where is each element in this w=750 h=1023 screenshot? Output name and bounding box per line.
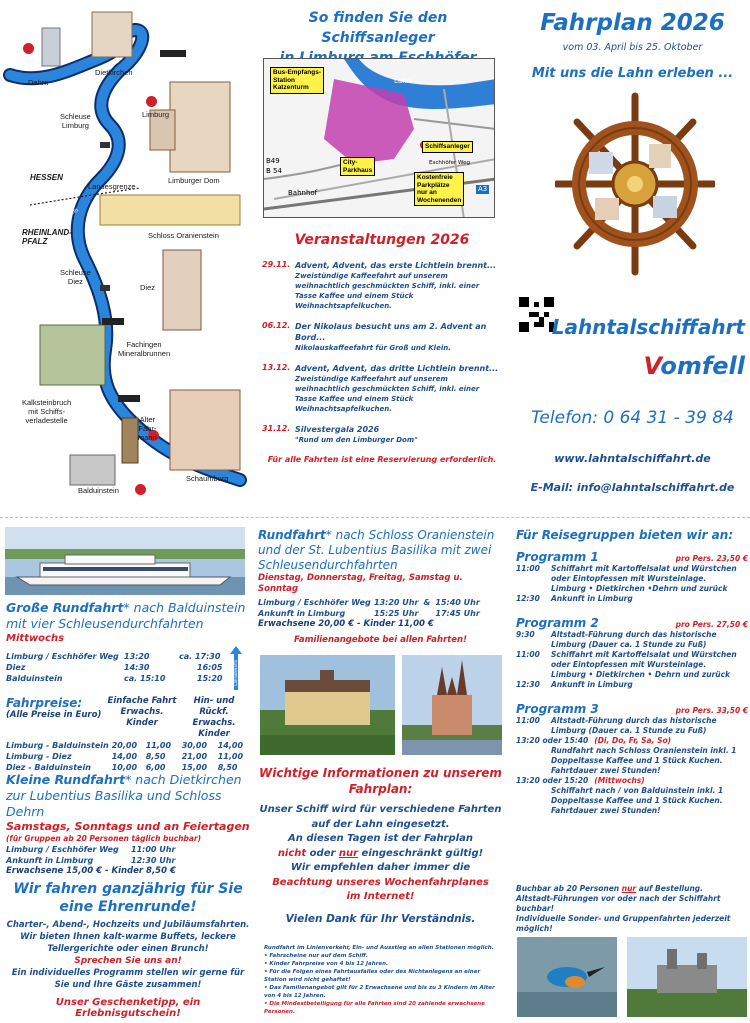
event-description: Zweistündige Kaffeefahrt auf unserem weihnachtlich geschmückten Schiff, inkl. einer Tasse Kaffee und einem Stück Weihnachtsapfelkuchen. <box>295 375 480 413</box>
oranienstein-tour-section <box>258 528 503 630</box>
place-dehrn: Dehrn <box>28 78 49 87</box>
program-text: Limburg • Dietkirchen • Dehrn und zurück <box>551 670 731 679</box>
program-item <box>516 702 748 816</box>
program-name: Programm 2 <box>516 616 599 630</box>
event-title: Advent, Advent, das erste Lichtlein brennt... <box>295 261 497 270</box>
table-row <box>6 662 225 673</box>
program-text: Limburg • Dietkirchen •Dehrn und zurück <box>551 584 728 593</box>
place-schleuse-diez: Schleuse Diez <box>60 268 91 286</box>
place-limburg: Limburg <box>142 110 170 119</box>
small-tour-title-rest: * nach Dietkirchen zur Lubentius Basilika und Schloss Dehrn <box>6 772 242 819</box>
schedule-return: 15:20 <box>197 674 223 683</box>
program-text: Altstadt-Führung durch das historische Limburg (Dauer ca. 1 Stunde zu Fuß) <box>551 716 717 735</box>
oranienstein-title-rest: * nach Schloss Oranienstein und der St. Lubentius Basilika mit zwei Schleusendurchfahrten <box>258 528 495 572</box>
program-time: 11:00 <box>516 564 540 573</box>
program-line <box>516 650 748 670</box>
event-item <box>262 424 502 445</box>
info-fragment: oder <box>306 847 339 859</box>
direction-arrow <box>230 646 242 690</box>
thanks-note: Vielen Dank für Ihr Verständnis. <box>285 912 476 925</box>
schedule-time: 11:00 Uhr <box>131 845 176 854</box>
river-label: Die Lahn <box>55 207 80 225</box>
schedule-place: Diez <box>6 663 26 672</box>
program-time: 13:20 oder 15:20 <box>516 776 589 785</box>
price-cell: 8,50 <box>217 763 238 772</box>
place-balduinstein: Balduinstein <box>78 486 119 495</box>
program-text: Rundfahrt nach Schloss Oranienstein inkl. 1 Doppeltasse Kaffee und 1 Stück Kuchen. Fahrtdauer zwei Stunden! <box>551 746 737 775</box>
brand-initial: V <box>643 352 661 380</box>
col-oneway: Einfache Fahrt <box>107 696 177 706</box>
program-price: pro Pers. 23,50 € <box>675 554 748 563</box>
kingfisher-image <box>517 937 617 1017</box>
oranienstein-schedule <box>258 597 483 619</box>
col-adult: Erwachs. <box>192 718 236 728</box>
small-tour-title-bold: Kleine Rundfahrt <box>6 772 126 787</box>
info-line: An diesen Tagen ist der Fahrplan <box>288 833 473 844</box>
event-date: 31.12. <box>262 424 291 433</box>
big-tour-title-bold: Große Rundfahrt <box>6 600 124 615</box>
price-cell: 15,00 <box>181 763 208 772</box>
schedule-separator: & <box>423 598 431 607</box>
col-adult: Erwachs. <box>120 707 164 717</box>
schedule-place: Balduinstein <box>6 674 63 683</box>
event-date: 29.11. <box>262 260 291 269</box>
price-cell: 30,00 <box>181 741 208 750</box>
info-emphasis: nur <box>338 847 359 859</box>
brand-name: Lahntalschiffahrt <box>551 315 745 339</box>
table-row <box>6 844 178 855</box>
program-item <box>516 550 748 604</box>
event-item <box>262 260 502 311</box>
events-title: Veranstaltungen 2026 <box>294 232 470 248</box>
region-rheinland-pfalz: RHEINLAND- PFALZ <box>22 228 72 246</box>
info-emphasis: nicht <box>277 847 307 859</box>
place-schleuse-limburg: Schleuse Limburg <box>60 112 91 130</box>
schedule-departure: 13:20 <box>124 652 150 661</box>
program-time: 13:20 oder 15:40 <box>516 736 589 745</box>
info-line: im Internet! <box>346 891 415 902</box>
place-diez: Diez <box>140 283 156 292</box>
program-line <box>516 584 748 594</box>
place-dietkirchen: Dietkirchen <box>95 68 133 77</box>
table-row <box>6 855 178 866</box>
dock-label: Schiffsanleger <box>422 141 473 153</box>
col-child: Kinder <box>198 729 230 739</box>
kingfisher-photo <box>517 937 617 1017</box>
table-row <box>6 651 225 662</box>
event-title: Silvestergala 2026 <box>295 425 380 434</box>
program-days: (Mittwochs) <box>594 776 645 785</box>
price-cell: 14,00 <box>111 752 138 761</box>
schedule-return: 16:05 <box>197 663 223 672</box>
place-schloss-oranienstein: Schloss Oranienstein <box>148 231 219 240</box>
big-tour-title <box>6 600 250 632</box>
program-line <box>516 786 748 816</box>
table-row <box>258 597 483 608</box>
program-text: Schiffahrt mit Kartoffelsalat und Würstchen oder Eintopfessen mit Wursteinlage. <box>551 650 737 669</box>
program-name: Programm 3 <box>516 702 599 716</box>
small-tour-title <box>6 772 250 820</box>
schaumburg-image <box>627 937 747 1017</box>
place-landesgrenze: Landesgrenze <box>88 182 136 191</box>
program-name: Programm 1 <box>516 550 599 564</box>
city-parking-label: City- Parkhaus <box>340 157 375 176</box>
oranienstein-title-bold: Rundfahrt <box>258 528 326 542</box>
program-time: 9:30 <box>516 630 535 639</box>
program-line <box>516 746 748 776</box>
program-line <box>516 594 748 604</box>
footnote: • Kinder Fahrpreise von 4 bis 12 Jahren. <box>264 961 389 967</box>
price-cell: 10,00 <box>111 763 138 772</box>
ships-wheel-image <box>555 92 715 282</box>
price-cell: 6,00 <box>145 763 166 772</box>
road-a3: A3 <box>478 185 488 193</box>
small-tour-group-note: (für Gruppen ab 20 Personen täglich buchbar) <box>6 834 202 843</box>
phone-number: Telefon: 0 64 31 - 39 84 <box>531 408 734 428</box>
price-route: Limburg - Balduinstein <box>6 741 109 750</box>
table-row <box>6 751 246 762</box>
footnote: • Das Familienangebot gilt für 2 Erwachsene und bis zu 3 Kindern im Alter von 4 bis 12 Jahren. <box>264 985 495 999</box>
program-time: 11:00 <box>516 716 540 725</box>
free-parking-label: Kostenfreie Parkplätze nur an Wochenenden <box>414 172 464 206</box>
schedule-place: Ankunft in Limburg <box>6 856 94 865</box>
small-tour-price: Erwachsene 15,00 € - Kinder 8,50 € <box>6 866 176 876</box>
program-time: 11:00 <box>516 650 540 659</box>
program-time <box>516 584 551 594</box>
boat-photo <box>5 527 245 595</box>
note-emphasis: nur <box>621 884 637 893</box>
program-text: Altstadt-Führung durch das historische Limburg (Dauer ca. 1 Stunde zu Fuß) <box>551 630 717 649</box>
ships-wheel-icon <box>555 92 715 282</box>
region-hessen: HESSEN <box>30 173 63 182</box>
schedule-place: Ankunft in Limburg <box>258 609 346 618</box>
stop-marker-balduinstein <box>135 484 146 495</box>
place-alter-faehrmann: Alter Fähr- mann <box>138 415 157 442</box>
year-round-text-2: Ein individuelles Programm stellen wir gerne für Sie und Ihre Gäste zusammen! <box>11 968 245 990</box>
small-tour-section <box>6 772 250 877</box>
schedule-departure: ca. 15:10 <box>124 674 166 683</box>
road-b49: B49 <box>266 157 280 165</box>
gift-tip: Unser Geschenketipp, ein Erlebnisgutschein! <box>55 997 201 1019</box>
year-round-cta: Sprechen Sie uns an! <box>74 956 182 966</box>
schedule-place: Limburg / Eschhöfer Weg <box>258 598 371 607</box>
big-tour-schedule <box>6 651 225 684</box>
schedule-place: Limburg / Eschhöfer Weg <box>6 652 119 661</box>
website-link[interactable]: www.lahntalschiffahrt.de <box>554 452 711 465</box>
event-item <box>262 321 502 353</box>
station-bahnhof: Bahnhof <box>288 189 318 197</box>
schedule-time: 12:30 Uhr <box>131 856 176 865</box>
lahn-route-map <box>0 0 255 510</box>
info-line: Wir empfehlen daher immer die <box>290 862 471 873</box>
event-description: Nikolauskaffeefahrt für Groß und Klein. <box>295 344 451 352</box>
footnote: • Fahrscheine nur auf dem Schiff. <box>264 953 368 959</box>
year-round-text <box>6 919 250 991</box>
info-line: auf der Lahn eingesetzt. <box>311 818 450 830</box>
place-fachingen: Fachingen Mineralbrunnen <box>118 340 171 358</box>
event-item <box>262 363 502 414</box>
schedule-return: ca. 17:30 <box>179 652 221 661</box>
program-text: Schiffahrt nach / von Balduinstein inkl. 1 Doppeltasse Kaffee und 1 Stück Kuchen. Fahrtdauer zwei Stunden! <box>551 786 724 815</box>
reservation-note: Für alle Fahrten ist eine Reservierung erforderlich. <box>267 455 497 464</box>
big-tour-title-rest: * nach Balduinstein mit vier Schleusendurchfahrten <box>6 600 246 631</box>
info-fragment: eingeschränkt gültig! <box>358 847 484 859</box>
direction-label: Lahnabwärts <box>233 660 238 686</box>
event-date: 13.12. <box>262 363 291 372</box>
season-dates: vom 03. April bis 25. Oktober <box>562 42 703 53</box>
family-offer: Familienangebote bei allen Fahrten! <box>294 635 467 645</box>
section-divider <box>0 517 750 518</box>
bus-station-label: Bus-Empfangs- Station Katzenturm <box>270 67 324 94</box>
col-return: Hin- und Rückf. <box>193 696 235 717</box>
price-route: Diez - Balduinstein <box>6 763 91 772</box>
info-text <box>258 803 503 905</box>
program-line <box>516 736 748 746</box>
schedule-time: 17:45 Uhr <box>435 609 480 618</box>
schedule-separator <box>421 608 435 619</box>
table-row <box>6 673 225 684</box>
program-text: Ankunft in Limburg <box>551 594 633 603</box>
year-round-section <box>6 880 250 1019</box>
footnotes <box>264 944 504 1016</box>
group-offers-section <box>516 528 748 816</box>
schedule-place: Limburg / Eschhöfer Weg <box>6 845 119 854</box>
small-tour-days: Samstags, Sonntags und an Feiertagen <box>6 820 250 833</box>
col-child: Kinder <box>126 718 158 728</box>
big-tour-day: Mittwochs <box>6 633 65 644</box>
event-title: Der Nikolaus besucht uns am 2. Advent an Bord... <box>295 322 487 342</box>
schedule-time: 13:20 Uhr <box>374 598 419 607</box>
prices-title: Fahrpreise: <box>6 696 83 710</box>
group-offers-title: Für Reisegruppen bieten wir an: <box>516 528 734 542</box>
event-date: 06.12. <box>262 321 291 330</box>
program-time: 12:30 <box>516 594 540 603</box>
cathedral-photo <box>402 655 502 755</box>
event-description: Zweistündige Kaffeefahrt auf unserem weihnachtlich geschmückten Schiff, inkl. einer Tasse Kaffee und einem Stück Weihnachtsapfelkuchen. <box>295 272 480 310</box>
road-b54: B 54 <box>266 167 282 175</box>
price-cell: 21,00 <box>181 752 208 761</box>
city-map <box>263 58 495 218</box>
program-line <box>516 630 748 650</box>
program-line <box>516 564 748 584</box>
place-schaumburg: Schaumburg <box>186 474 229 483</box>
schaumburg-photo <box>627 937 747 1017</box>
footnote: • Die Mindestbeteiligung für alle Fahrten sind 20 zahlende erwachsene Personen. <box>264 1001 485 1015</box>
place-kalksteinbruch: Kalksteinbruch mit Schiffs- verladestelle <box>22 398 72 425</box>
oranienstein-title <box>258 528 503 573</box>
info-title: Wichtige Informationen zu unserem Fahrplan: <box>259 766 502 796</box>
table-row <box>6 740 246 751</box>
program-line <box>516 716 748 736</box>
program-time <box>516 746 551 776</box>
price-cell: 8,50 <box>145 752 166 761</box>
program-line <box>516 680 748 690</box>
note-fragment: Buchbar ab 20 Personen <box>516 884 622 893</box>
brand-surname-rest: omfell <box>660 352 745 380</box>
cathedral-image <box>402 655 502 755</box>
event-description: "Rund um den Limburger Dom" <box>295 436 418 444</box>
schedule-departure: 14:30 <box>124 663 150 672</box>
stop-marker-dehrn <box>23 43 34 54</box>
big-tour-section <box>6 600 250 684</box>
small-tour-schedule <box>6 844 178 866</box>
river-lahn-label: Lahn <box>394 77 412 85</box>
slogan: Mit uns die Lahn erleben ... <box>531 66 734 81</box>
program-time <box>516 786 551 816</box>
program-line <box>516 776 748 786</box>
page-title: Fahrplan 2026 <box>540 10 725 36</box>
stop-marker-limburg <box>146 96 157 107</box>
program-price: pro Pers. 33,50 € <box>675 706 748 715</box>
boat-image <box>5 527 245 595</box>
prices-section <box>6 696 250 773</box>
info-section <box>258 765 503 925</box>
year-round-title: Wir fahren ganzjährig für Sie eine Ehrenrunde! <box>13 881 243 915</box>
info-line <box>258 847 503 862</box>
program-time: 12:30 <box>516 680 540 689</box>
table-row <box>258 608 483 619</box>
events-section <box>262 232 502 464</box>
schedule-time: 15:25 Uhr <box>374 609 419 618</box>
price-cell: 20,00 <box>111 741 138 750</box>
group-notes <box>516 884 748 934</box>
program-line <box>516 670 748 680</box>
prices-table <box>6 740 246 773</box>
email-link[interactable]: E-Mail: info@lahntalschiffahrt.de <box>530 481 735 494</box>
year-round-text-1: Charter-, Abend-, Hochzeits und Jubiläumsfahrten. Wir bieten Ihnen kalt-warme Buffets, leckere Tellergerichte oder einen Brunch! <box>6 920 250 954</box>
price-cell: 11,00 <box>217 752 244 761</box>
group-note: Individuelle Sonder- und Gruppenfahrten jederzeit möglich! <box>516 914 731 933</box>
note-fragment: auf Bestellung. <box>636 884 704 893</box>
footnote: • Für die Folgen eines Fahrtausfalles oder des Nichtanlegens an einer Station wird nicht gehaftet! <box>264 969 481 983</box>
price-cell: 11,00 <box>145 741 172 750</box>
oranienstein-days: Dienstag, Donnerstag, Freitag, Samstag u. Sonntag <box>258 573 463 594</box>
castle-photo <box>260 655 395 755</box>
program-text: Ankunft in Limburg <box>551 680 633 689</box>
oranienstein-price: Erwachsene 20,00 € - Kinder 11,00 € <box>258 619 434 629</box>
price-cell: 14,00 <box>217 741 244 750</box>
program-text: Schiffahrt mit Kartoffelsalat und Würstchen oder Eintopfessen mit Wursteinlage. <box>551 564 737 583</box>
place-limburger-dom: Limburger Dom <box>168 176 220 185</box>
event-title: Advent, Advent, das dritte Lichtlein brennt... <box>295 364 499 373</box>
prices-subtitle: (Alle Preise in Euro) <box>6 710 102 720</box>
brand-surname <box>600 352 745 380</box>
program-price: pro Pers. 27,50 € <box>675 620 748 629</box>
program-time <box>516 670 551 680</box>
info-line: Unser Schiff wird für verschiedene Fahrten <box>259 804 502 815</box>
program-item <box>516 616 748 690</box>
program-days: (Di, Do, Fr, Sa, So) <box>594 736 672 745</box>
price-route: Limburg - Diez <box>6 752 72 761</box>
info-line: Beachtung unseres Wochenfahrplanes <box>272 876 489 888</box>
group-note <box>516 884 748 894</box>
footnote: Rundfahrt im Linienverkehr, Ein- und Ausstieg an allen Stationen möglich. <box>264 945 494 951</box>
schedule-time: 15:40 Uhr <box>435 598 480 607</box>
dock-directions-title: So finden Sie den Schiffsanleger <box>308 10 448 46</box>
street-eschhoefer: Eschhöfer Weg <box>429 160 471 166</box>
group-note: Altstadt-Führungen vor oder nach der Schiffahrt buchbar! <box>516 894 721 913</box>
castle-image <box>260 655 395 755</box>
